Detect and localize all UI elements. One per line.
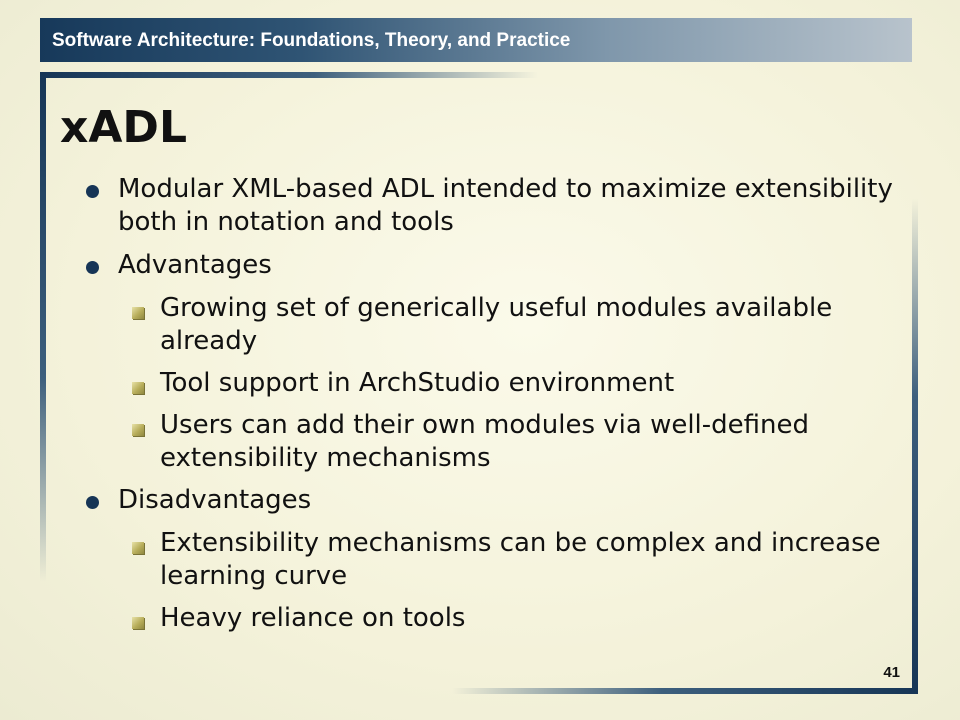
frame-left-line bbox=[40, 72, 46, 582]
frame-bottom-line bbox=[452, 688, 918, 694]
list-item bbox=[84, 602, 904, 635]
list-item bbox=[84, 527, 904, 593]
bullet-square-icon bbox=[132, 617, 144, 629]
frame-top-line bbox=[40, 72, 538, 78]
bullet-text: Advantages bbox=[118, 250, 272, 280]
bullet-dot-icon bbox=[86, 185, 99, 198]
bullet-square-icon bbox=[132, 382, 144, 394]
bullet-dot-icon bbox=[86, 496, 99, 509]
bullet-square-icon bbox=[132, 542, 144, 554]
list-item bbox=[84, 173, 904, 239]
header-title: Software Architecture: Foundations, Theory, and Practice bbox=[52, 30, 571, 51]
page-number: 41 bbox=[883, 664, 900, 681]
bullet-square-icon bbox=[132, 424, 144, 436]
bullet-list bbox=[84, 173, 904, 644]
list-item bbox=[84, 484, 904, 517]
list-item bbox=[84, 409, 904, 475]
slide-title: xADL bbox=[60, 102, 187, 153]
list-item bbox=[84, 367, 904, 400]
bullet-text: Disadvantages bbox=[118, 485, 312, 515]
list-item bbox=[84, 292, 904, 358]
bullet-text: Users can add their own modules via well-defined extensibility mechanisms bbox=[160, 410, 810, 473]
bullet-text: Heavy reliance on tools bbox=[160, 603, 466, 633]
list-item bbox=[84, 249, 904, 282]
bullet-text: Growing set of generically useful modules available already bbox=[160, 293, 833, 356]
bullet-dot-icon bbox=[86, 261, 99, 274]
bullet-text: Modular XML-based ADL intended to maximize extensibility both in notation and tools bbox=[118, 174, 893, 237]
bullet-text: Extensibility mechanisms can be complex and increase learning curve bbox=[160, 528, 881, 591]
bullet-square-icon bbox=[132, 307, 144, 319]
bullet-text: Tool support in ArchStudio environment bbox=[160, 368, 675, 398]
frame-right-line bbox=[912, 198, 918, 694]
